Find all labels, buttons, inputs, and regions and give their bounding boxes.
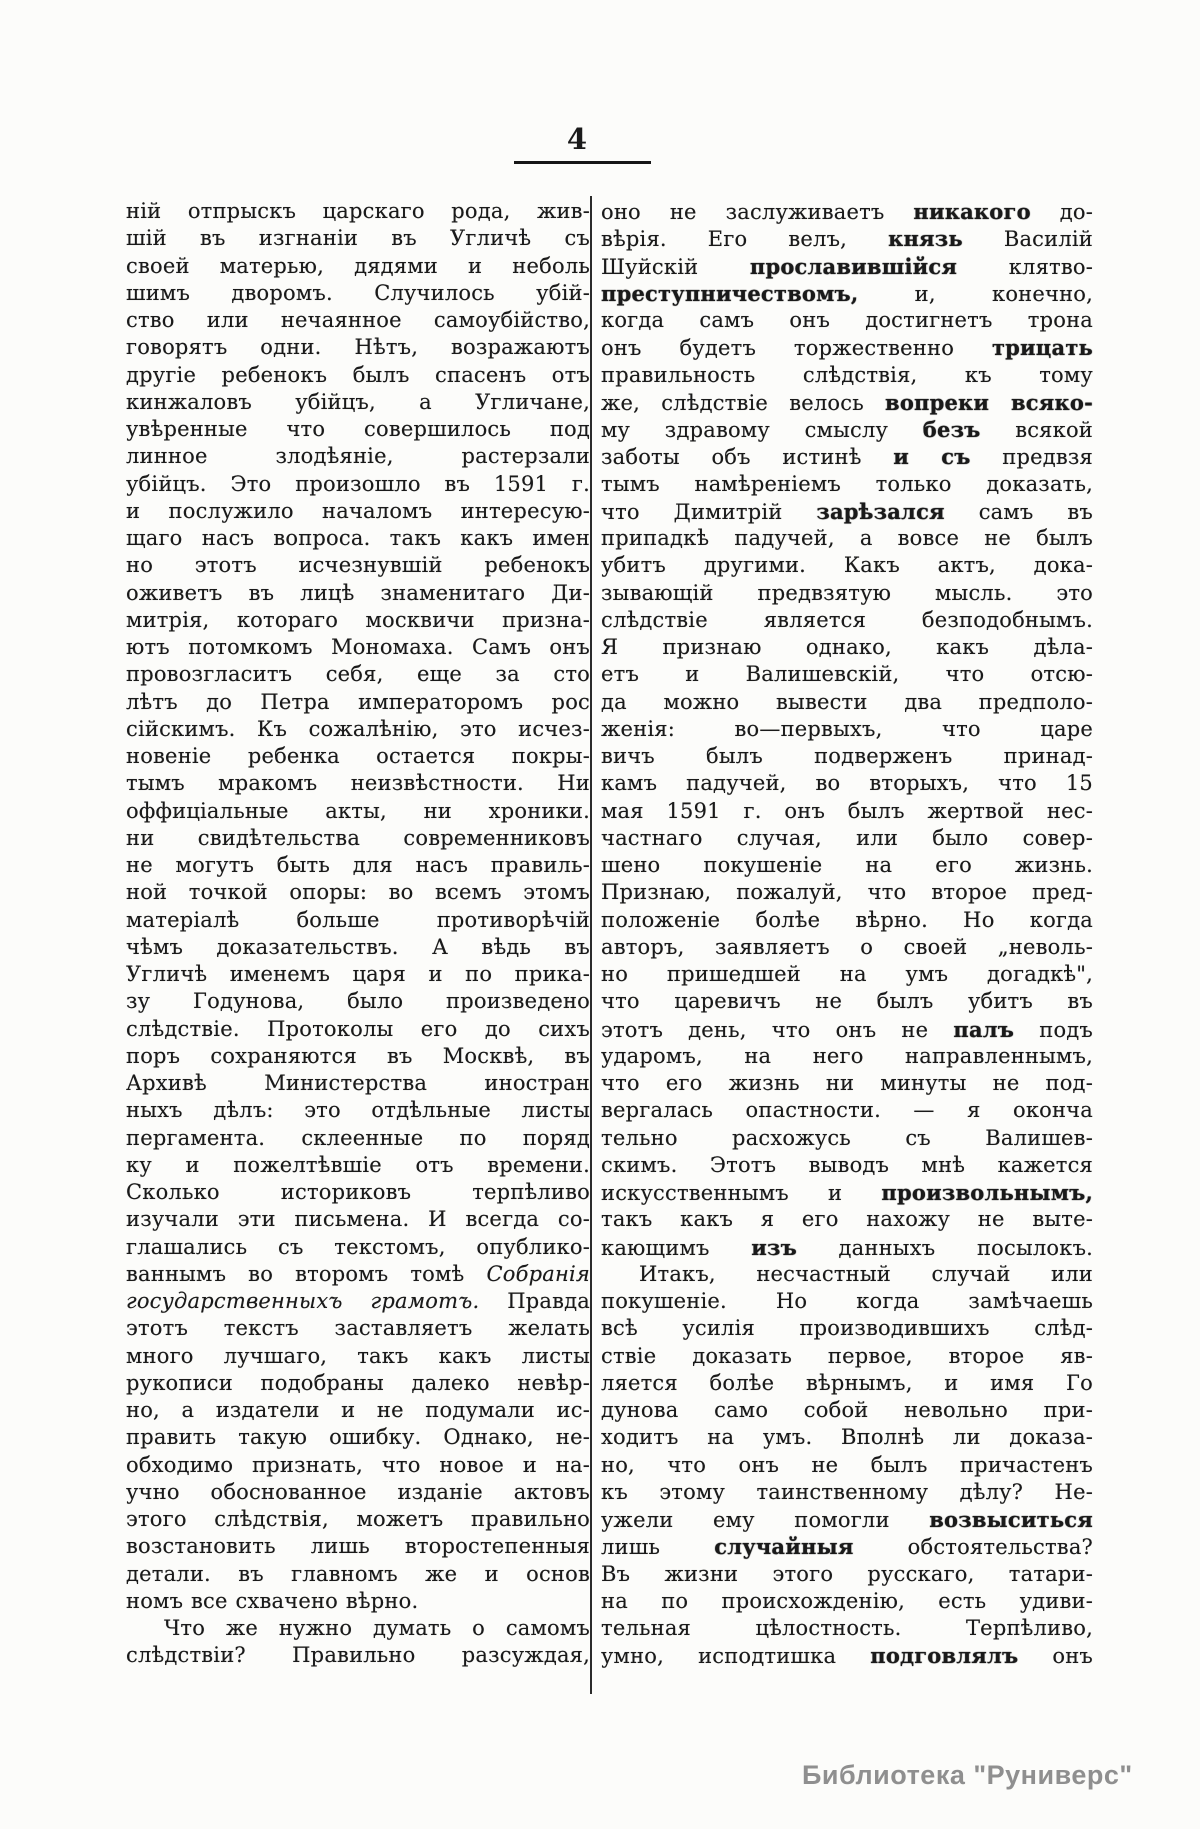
text-line: шій въ изгнаніи въ Угличѣ съ <box>126 226 590 251</box>
text-line: этотъ день, что онъ не палъ подъ <box>601 1016 1093 1042</box>
text-line: но, а издатели и не подумали ис- <box>126 1398 590 1422</box>
column-divider-rule <box>590 196 592 1694</box>
text-line: щаго насъ вопроса. такъ какъ имен <box>126 526 590 550</box>
text-line: тымъ намѣреніемъ только доказать, <box>601 471 1093 496</box>
text-line: возстановить лишь второстепенныя <box>126 1534 590 1559</box>
text-line: убитъ другими. Какъ актъ, дока- <box>601 553 1093 578</box>
text-line: слѣдствіи? Правильно разсуждая, <box>126 1643 590 1668</box>
text-line: но пришедшей на умъ догадкѣ", <box>601 962 1093 986</box>
text-line: шимъ дворомъ. Случилось убій- <box>126 280 590 305</box>
text-line: слѣдствіе является безподобнымъ. <box>601 607 1093 632</box>
text-line: преступничествомъ, и, конечно, <box>601 280 1093 306</box>
text-line: ной точкой опоры: во всемъ этомъ <box>126 880 590 905</box>
text-line: детали. въ главномъ же и основ <box>126 1561 590 1586</box>
text-line: оффиціальные акты, ни хроники. <box>126 798 590 823</box>
text-line: тымъ мракомъ неизвѣстности. Ни <box>126 771 590 796</box>
text-line: камъ падучей, во вторыхъ, что 15 <box>601 771 1093 796</box>
text-line: тельно расхожусь съ Валишев- <box>601 1125 1093 1150</box>
text-line: шено покушеніе на его жизнь. <box>601 853 1093 877</box>
right-column <box>601 198 1093 1670</box>
text-line: много лучшаго, такъ какъ листы <box>126 1343 590 1368</box>
text-line: глашались съ текстомъ, опублико- <box>126 1234 590 1259</box>
text-line: ютъ потомкомъ Мономаха. Самъ онъ <box>126 635 590 659</box>
text-line: вергалась опастности. — я оконча <box>601 1098 1093 1123</box>
text-line: оживетъ въ лицѣ знаменитаго Ди- <box>126 580 590 605</box>
text-line: оно не заслуживаетъ никакого до- <box>601 199 1093 224</box>
text-line: му здравому смыслу безъ всякой <box>601 417 1093 442</box>
watermark: Библиотека "Руниверс" <box>802 1760 1133 1790</box>
text-line: на по происхожденію, есть удиви- <box>601 1588 1093 1613</box>
text-line: государственныхъ грамотъ. Правда <box>126 1289 590 1313</box>
text-line: сійскимъ. Къ сожалѣнію, это исчез- <box>126 716 590 741</box>
text-line: онъ будетъ торжественно трицать <box>601 335 1093 361</box>
text-line: ни свидѣтельства современниковъ <box>126 825 590 850</box>
text-line: Признаю, пожалуй, что второе пред- <box>601 880 1093 905</box>
text-line: своей матерью, дядями и неболь <box>126 253 590 278</box>
text-line: припадкѣ падучей, а вовсе не былъ <box>601 526 1093 550</box>
text-line: ваннымъ во второмъ томѣ Собранія <box>126 1261 590 1286</box>
text-line: когда самъ онъ достигнетъ трона <box>601 308 1093 332</box>
text-line: всѣ усилія производившихъ слѣд- <box>601 1316 1093 1341</box>
text-line: пергамента. склеенные по поряд <box>126 1125 590 1150</box>
text-line: ку и пожелтѣвшіе отъ времени. <box>126 1152 590 1177</box>
text-line: править такую ошибку. Однако, не- <box>126 1425 590 1450</box>
text-line: и послужило началомъ интересую- <box>126 498 590 523</box>
text-line: лѣтъ до Петра императоромъ рос <box>126 689 590 714</box>
text-line: убійцъ. Это произошло въ 1591 г. <box>126 471 590 496</box>
text-line: митрія, котораго москвичи призна- <box>126 607 590 632</box>
text-line: такъ какъ я его нахожу не выте- <box>601 1207 1093 1232</box>
text-line: зывающій предвзятую мысль. это <box>601 580 1093 605</box>
text-line: увѣренные что совершилось под <box>126 417 590 441</box>
text-line: да можно вывести два предполо- <box>601 689 1093 714</box>
text-line: дунова само собой невольно при- <box>601 1398 1093 1422</box>
text-line: къ этому таинственному дѣлу? Не- <box>601 1479 1093 1504</box>
text-line: Въ жизни этого русскаго, татари- <box>601 1561 1093 1586</box>
text-line: же, слѣдствіе велось вопреки всяко- <box>601 389 1093 415</box>
text-line: Сколько историковъ терпѣливо <box>126 1180 590 1204</box>
text-line: ударомъ, на него направленнымъ, <box>601 1043 1093 1068</box>
text-line: что его жизнь ни минуты не под- <box>601 1071 1093 1095</box>
text-line: ужели ему помогли возвыситься <box>601 1507 1093 1532</box>
text-line: ляется болѣе вѣрнымъ, и имя Го <box>601 1370 1093 1395</box>
text-line: этого слѣдствія, можетъ правильно <box>126 1507 590 1531</box>
text-line: етъ и Валишевскій, что отсю- <box>601 662 1093 687</box>
text-line: зу Годунова, было произведено <box>126 989 590 1014</box>
text-line: поръ сохраняются въ Москвѣ, въ <box>126 1043 590 1068</box>
text-line: правильность слѣдствія, къ тому <box>601 362 1093 387</box>
text-line: но этотъ исчезнувшій ребенокъ <box>126 553 590 578</box>
text-line: изучали эти письмена. И всегда со- <box>126 1207 590 1232</box>
text-line: что Димитрій зарѣзался самъ въ <box>601 498 1093 524</box>
text-line: этотъ текстъ заставляетъ желать <box>126 1316 590 1341</box>
text-line: скимъ. Этотъ выводъ мнѣ кажется <box>601 1152 1093 1177</box>
text-line: кающимъ изъ данныхъ посылокъ. <box>601 1234 1093 1260</box>
text-line: вѣрія. Его велъ, князь Василій <box>601 226 1093 252</box>
text-line: покушеніе. Но когда замѣчаешь <box>601 1289 1093 1313</box>
text-line: учно обоснованное изданіе актовъ <box>126 1479 590 1504</box>
text-line: ходитъ на умъ. Вполнѣ ли доказа- <box>601 1425 1093 1450</box>
text-line: тельная цѣлостность. Терпѣливо, <box>601 1616 1093 1640</box>
text-line: авторъ, заявляетъ о своей „неволь- <box>601 934 1093 959</box>
text-line: Архивѣ Министерства иностран <box>126 1071 590 1095</box>
text-line: Шуйскій прославившійся клятво- <box>601 253 1093 279</box>
text-line: ныхъ дѣлъ: это отдѣльные листы <box>126 1098 590 1123</box>
text-line: кинжаловъ убійцъ, а Угличане, <box>126 389 590 414</box>
text-line: мая 1591 г. онъ былъ жертвой нес- <box>601 798 1093 823</box>
text-line: говорятъ одни. Нѣтъ, возражаютъ <box>126 335 590 360</box>
text-line: Я признаю однако, какъ дѣла- <box>601 635 1093 659</box>
text-line: чѣмъ доказательствъ. А вѣдь въ <box>126 934 590 959</box>
text-line: умно, исподтишка подговлялъ онъ <box>601 1643 1093 1669</box>
text-line: не могутъ быть для насъ правиль- <box>126 853 590 877</box>
text-line: лишь случайныя обстоятельства? <box>601 1534 1093 1560</box>
text-line: вичъ былъ подверженъ принад- <box>601 744 1093 768</box>
text-line: Итакъ, несчастный случай или <box>639 1261 1093 1286</box>
text-line: другіе ребенокъ былъ спасенъ отъ <box>126 362 590 387</box>
text-line: частнаго случая, или было совер- <box>601 825 1093 850</box>
text-line: рукописи подобраны далеко невѣр- <box>126 1370 590 1395</box>
text-line: провозгласитъ себя, еще за сто <box>126 662 590 687</box>
text-line: ствіе доказать первое, второе яв- <box>601 1343 1093 1368</box>
text-line: Угличѣ именемъ царя и по прика- <box>126 962 590 986</box>
text-line: ній отпрыскъ царскаго рода, жив- <box>126 199 590 223</box>
text-line: что царевичъ не былъ убитъ въ <box>601 989 1093 1014</box>
left-column <box>126 198 590 1670</box>
text-line: ство или нечаянное самоубійство, <box>126 308 590 332</box>
text-line: матеріалѣ больше противорѣчій <box>126 907 590 932</box>
page-number: 4 <box>566 122 588 156</box>
text-line: женія: во—первыхъ, что царе <box>601 716 1093 741</box>
text-line: Что же нужно думать о самомъ <box>164 1616 590 1640</box>
text-line: искусственнымъ и произвольнымъ, <box>601 1180 1093 1205</box>
text-line: положеніе болѣе вѣрно. Но когда <box>601 907 1093 932</box>
text-line: номъ все схвачено вѣрно. <box>126 1588 419 1613</box>
text-line: но, что онъ не былъ причастенъ <box>601 1452 1093 1477</box>
text-line: новеніе ребенка остается покры- <box>126 744 590 768</box>
page-number-rule <box>514 161 651 164</box>
text-line: обходимо признать, что новое и на- <box>126 1452 590 1477</box>
text-line: заботы объ истинѣ и съ предвзя <box>601 444 1093 470</box>
text-line: слѣдствіе. Протоколы его до сихъ <box>126 1016 590 1041</box>
text-line: линное злодѣяніе, растерзали <box>126 444 590 469</box>
